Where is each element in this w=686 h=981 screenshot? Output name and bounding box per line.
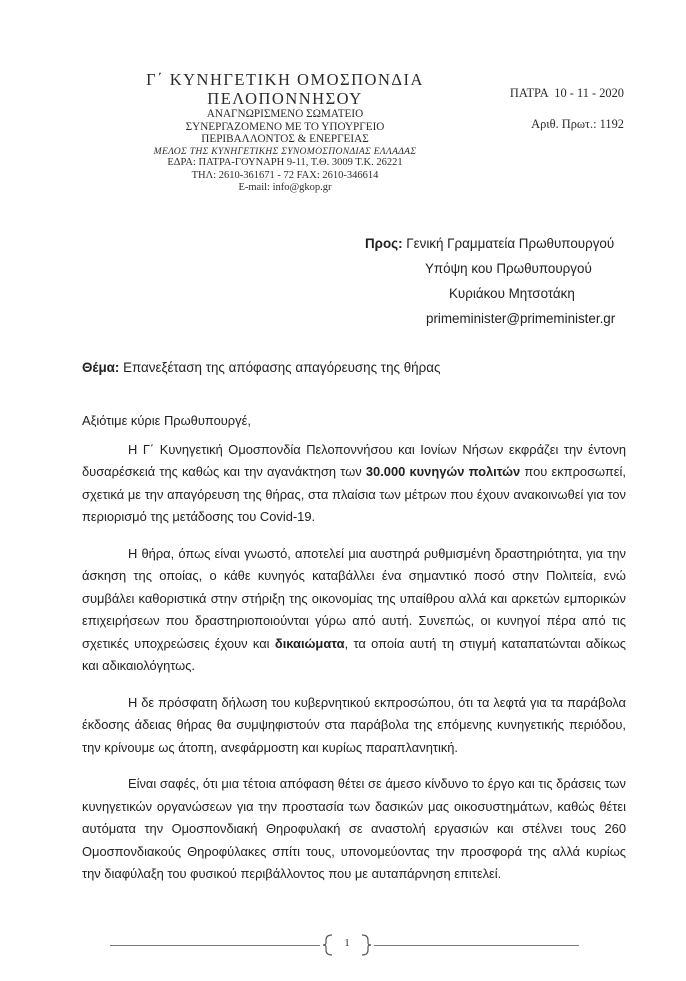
recipient-attention: Υπόψη κου Πρωθυπουργού: [425, 261, 592, 276]
recipient-line-1: [365, 236, 614, 251]
recognized-association: ΑΝΑΓΝΩΡΙΣΜΕΝΟ ΣΩΜΑΤΕΙΟ: [206, 108, 364, 120]
paragraph-3: Η δε πρόσφατη δήλωση του κυβερνητικού εκπροσώπου, ότι τα λεφτά για τα παράβολα έκδοσης άδειας θήρας θα συμψηφιστούν στα παράβολα της επόμενης κυνηγετικής περιόδου, την κρίνουμε ως άτοπη, ανεφάρμοστη και κυρίως παραπλανητική.: [82, 694, 626, 755]
subject-line: [82, 360, 440, 375]
federation-name: Γ΄ ΚΥΝΗΓΕΤΙΚΗ ΟΜΟΣΠΟΝΔΙΑ: [146, 70, 424, 89]
hunters-count: 30.000 κυνηγών πολιτών: [365, 464, 521, 479]
subject-text: Επανεξέταση της απόφασης απαγόρευσης της θήρας: [119, 360, 441, 375]
paragraph-4: Είναι σαφές, ότι μια τέτοια απόφαση θέτει σε άμεσο κίνδυνο το έργο και τις δράσεις των κυνηγετικών οργανώσεων για την προστασία των δασικών μας οικοσυστημάτων, καθώς θέτει αυτόματα την Ομοσπονδιακή Θηροφυλακή σε αναστολή εργασιών και στέλνει τους 260 Ομοσπονδιακούς Θηροφύλακες σπίτι τους, υπονομεύοντας την προσφορά της αλλά κυρίως την διαφύλαξη του φυσικού περιβάλλοντος που με αυταπάρνηση επιτελεί.: [82, 776, 626, 881]
protocol-number: Αριθ. Πρωτ.: 1192: [531, 117, 624, 131]
rights-emphasis: δικαιώματα: [274, 635, 345, 651]
paragraph-2: Η θήρα, όπως είναι γνωστό, αποτελεί μια αυστηρά ρυθμισμένη δραστηριότητα, για την άσκηση της οποίας, ο κάθε κυνηγός καταβάλλει ένα σημαντικό ποσό στην Πολιτεία, ενώ συμβάλει καθοριστικά στην στήριξη της οικονομίας της υπαίθρου αλλά και αρκετών εμπορικών επιχειρήσεων που δραστηριοποιούνται γύρω από αυτή. Συνεπώς, οι κυνηγοί πέρα από τις σχετικές υποχρεώσεις έχουν και δικαιώματα, τα οποία αυτή τη στιγμή καταπατώνται αδίκως και αδικαιολόγητως.: [82, 545, 626, 673]
page-number: 1: [344, 937, 350, 949]
subject-label: Θέμα:: [82, 360, 120, 375]
letter-body: [82, 410, 626, 900]
federation-region: ΠΕΛΟΠΟΝΝΗΣΟΥ: [207, 89, 363, 108]
footer-rule-left: [110, 945, 320, 946]
recipient-office: Γενική Γραμματεία Πρωθυπουργού: [406, 236, 615, 251]
phone-fax-line: ΤΗΛ: 2610-361671 - 72 FAX: 2610-346614: [191, 169, 379, 181]
footer-rule-right: [374, 945, 579, 946]
paragraph-1: Η Γ΄ Κυνηγετική Ομοσπονδία Πελοποννήσου και Ιονίων Νήσων εκφράζει την έντονη δυσαρέσκειά της καθώς και την αγανάκτηση των 30.000 κυνηγών πολιτών που εκπροσωπεί, σχετικά με την απαγόρευση της θήρας, στα πλαίσια των μέτρων που έχουν ανακοινωθεί για τον περιορισμό της μετάδοσης του Covid-19.: [82, 441, 626, 524]
date-block: [464, 86, 624, 148]
recipient-name: Κυριάκου Μητσοτάκη: [449, 286, 575, 301]
ministry-name: ΠΕΡΙΒΑΛΛΟΝΤΟΣ & ΕΝΕΡΓΕΙΑΣ: [201, 133, 369, 146]
letterhead: [95, 70, 475, 195]
salutation: Αξιότιμε κύριε Πρωθυπουργέ,: [82, 413, 251, 428]
membership-line: ΜΕΛΟΣ ΤΗΣ ΚΥΝΗΓΕΤΙΚΗΣ ΣΥΝΟΜΟΣΠΟΝΔΙΑΣ ΕΛΛΑΔΑΣ: [153, 145, 417, 157]
recipient-email[interactable]: primeminister@primeminister.gr: [426, 311, 616, 326]
recipient-label: Προς:: [365, 236, 403, 251]
address-line: ΕΔΡΑ: ΠΑΤΡΑ-ΓΟΥΝΑΡΗ 9-11, Τ.Θ. 3009 Τ.Κ. 26221: [167, 157, 403, 169]
email-line: E-mail: info@gkop.gr: [238, 182, 332, 194]
letter-date: ΠΑΤΡΑ 10 - 11 - 2020: [509, 86, 624, 100]
page-footer: [0, 932, 686, 956]
ministry-cooperation: ΣΥΝΕΡΓΑΖΟΜΕΝΟ ΜΕ ΤΟ ΥΠΟΥΡΓΕΙΟ: [185, 120, 385, 133]
